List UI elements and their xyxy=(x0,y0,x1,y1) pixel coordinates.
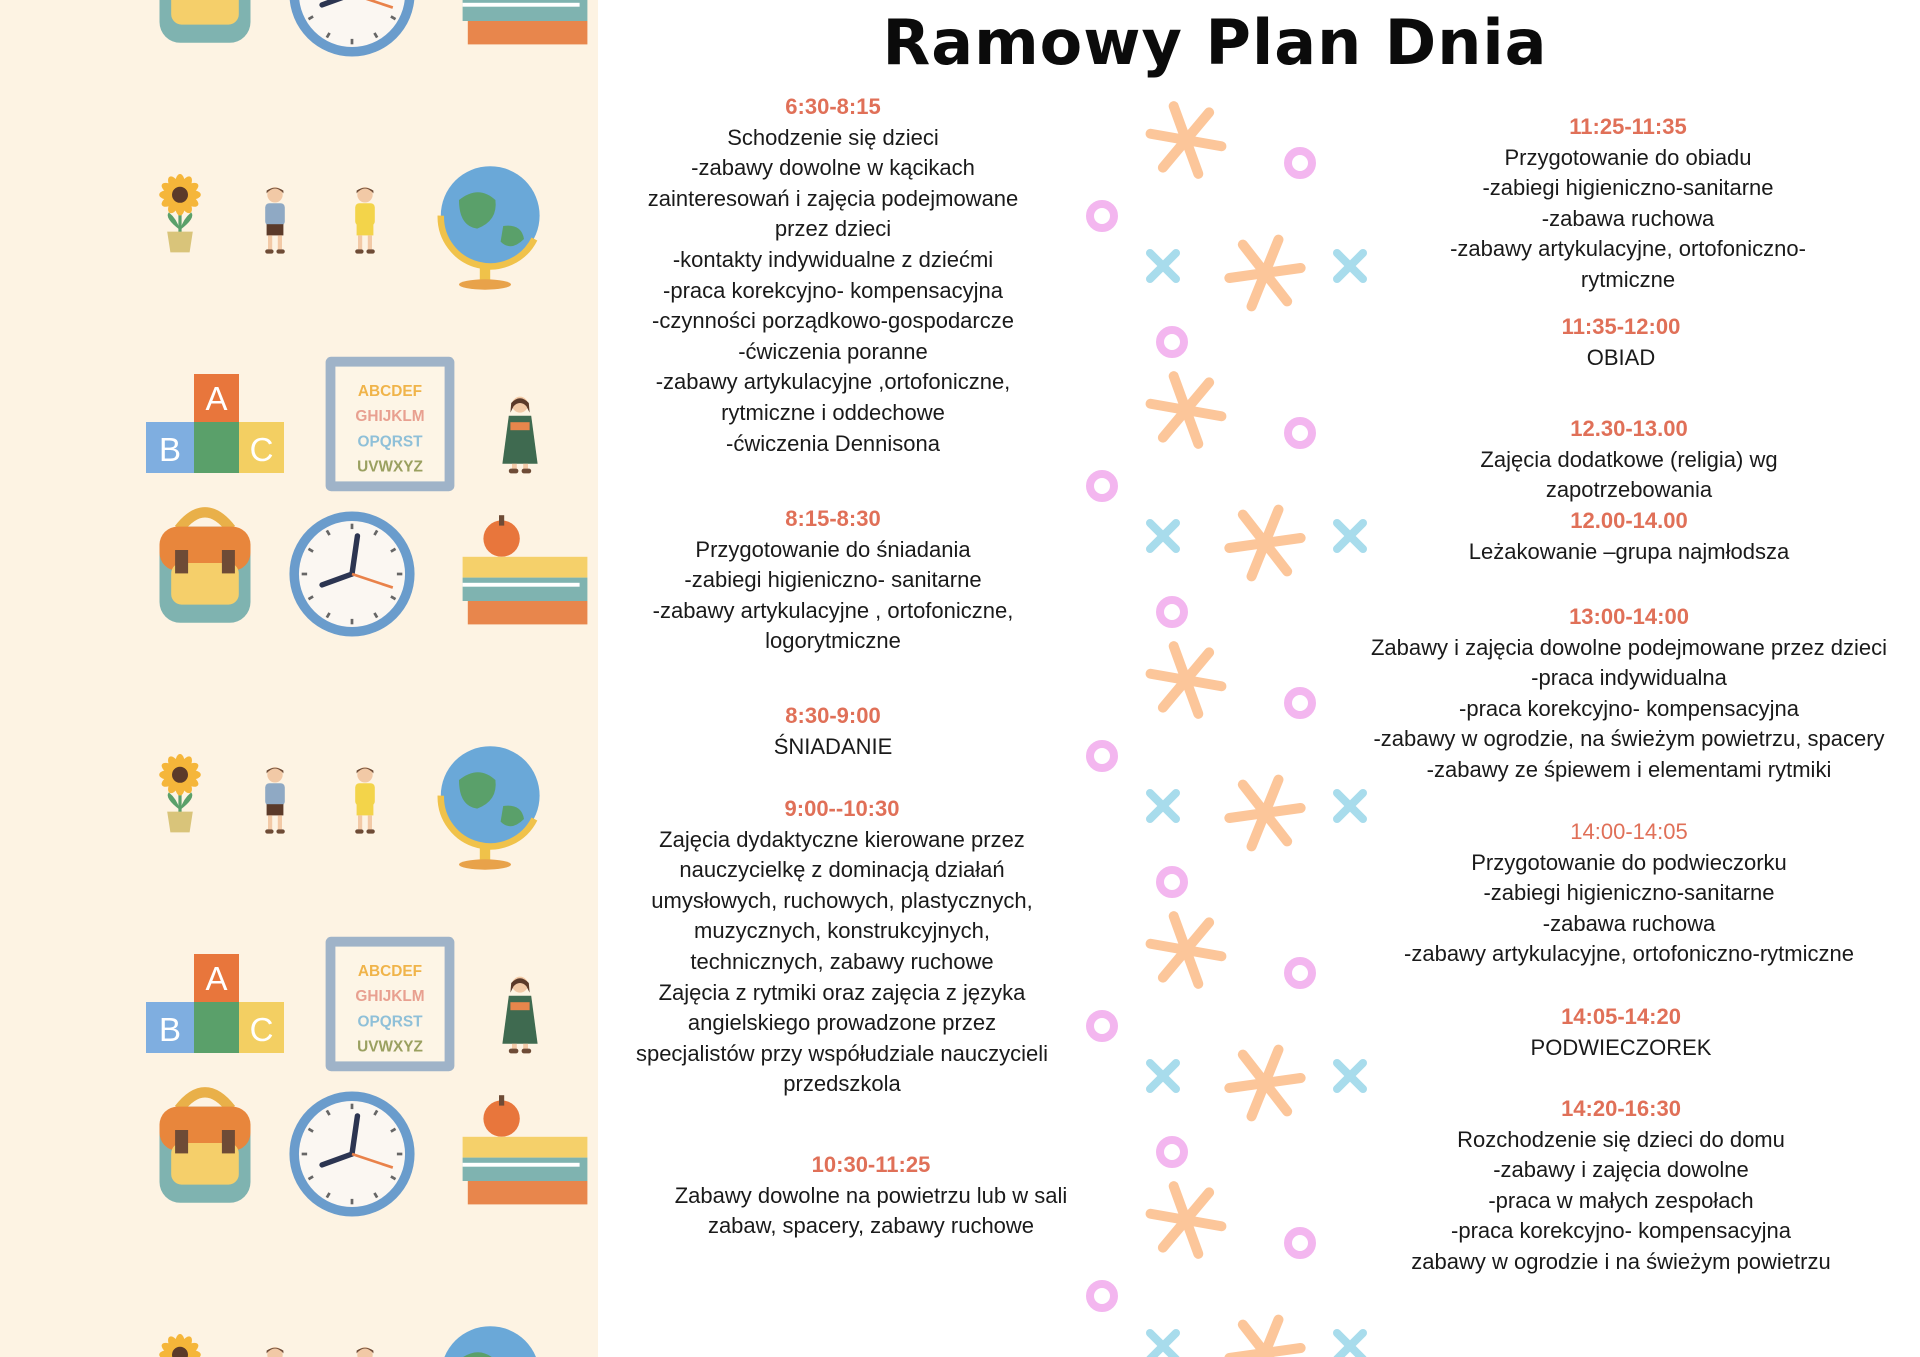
activity-line: -zabawa ruchowa xyxy=(1541,205,1715,231)
activity-line: -zabawy ze śpiewem i elementami rytmiki xyxy=(1426,756,1832,782)
svg-text:ABCDEF: ABCDEF xyxy=(357,383,423,400)
dot-icon xyxy=(1090,744,1114,768)
activity-line: ŚNIADANIE xyxy=(773,733,893,759)
asterisk-icon xyxy=(1225,1047,1305,1119)
cross-icon xyxy=(1150,793,1176,819)
dot-icon xyxy=(1160,870,1184,894)
activity-line: specjalistów przy współudziale nauczycieli xyxy=(635,1040,1049,1066)
activity-line: Leżakowanie –grupa najmłodsza xyxy=(1468,538,1790,564)
dot-icon xyxy=(1090,474,1114,498)
svg-text:UVWXYZ: UVWXYZ xyxy=(357,1038,423,1056)
activity-line: Przygotowanie do śniadania xyxy=(695,536,971,562)
sunflower-icon xyxy=(140,1294,220,1357)
activity-line: -zabawy artykulacyjne , ortofoniczne, xyxy=(652,597,1014,623)
books-apple-icon xyxy=(450,510,598,640)
svg-text:B: B xyxy=(158,431,182,468)
dot-icon xyxy=(1288,151,1312,175)
globe-icon xyxy=(420,1306,550,1357)
activity-line: -zabiegi higieniczno-sanitarne xyxy=(1482,175,1774,201)
svg-text:ABCDEF: ABCDEF xyxy=(357,963,423,980)
activity-line: logorytmiczne xyxy=(765,628,901,654)
asterisk-icon xyxy=(1225,1317,1305,1357)
activity-line: -zabawy w ogrodzie, na świeżym powietrzu, spacery xyxy=(1373,726,1885,752)
svg-text:A: A xyxy=(205,960,228,997)
girl-icon xyxy=(330,720,400,880)
activity-line: -czynności porządkowo-gospodarcze xyxy=(652,308,1014,334)
sunflower-icon xyxy=(140,134,220,294)
svg-text:A: A xyxy=(205,380,228,417)
schedule-block xyxy=(1562,312,1681,373)
activity-line: muzycznych, konstrukcyjnych, xyxy=(694,918,990,944)
alphabet-board-icon xyxy=(320,344,460,504)
activity-line: przedszkola xyxy=(783,1071,901,1097)
time-range: 11:35-12:00 xyxy=(1561,314,1681,339)
activity-line: przez dzieci xyxy=(774,216,892,242)
asterisk-icon xyxy=(1225,237,1305,309)
dot-icon xyxy=(1090,1014,1114,1038)
dot-icon xyxy=(1160,1140,1184,1164)
asterisk-icon xyxy=(1145,643,1227,717)
schedule-block xyxy=(636,794,1048,1100)
activity-line: rytmiczne xyxy=(1580,266,1676,292)
activity-line: Zabawy i zajęcia dowolne podejmowane przez dzieci xyxy=(1370,634,1888,660)
activity-line: -zabawy artykulacyjne, ortofoniczno-rytmiczne xyxy=(1404,941,1854,967)
svg-text:C: C xyxy=(249,431,274,468)
backpack-icon xyxy=(140,0,270,48)
svg-text:OPQRST: OPQRST xyxy=(357,1013,423,1031)
globe-icon xyxy=(420,726,550,886)
asterisk-icon xyxy=(1145,1183,1227,1257)
dot-icon xyxy=(1090,1284,1114,1308)
activity-line: -zabawy i zajęcia dowolne xyxy=(1493,1157,1749,1183)
activity-line: Rozchodzenie się dzieci do domu xyxy=(1457,1126,1785,1152)
time-range: 9:00--10:30 xyxy=(784,796,900,821)
activity-line: -zabawy dowolne w kącikach xyxy=(691,155,975,181)
activity-line: zapotrzebowania xyxy=(1545,477,1713,503)
cross-icon xyxy=(1150,253,1176,279)
boy-icon xyxy=(240,140,310,300)
time-range: 14:05-14:20 xyxy=(1561,1004,1681,1029)
activity-line: zainteresowań i zajęcia podejmowane xyxy=(647,185,1019,211)
cross-icon xyxy=(1337,1063,1363,1089)
schedule-block xyxy=(1480,414,1777,506)
books-apple-icon xyxy=(450,0,598,60)
activity-line: -zabawa ruchowa xyxy=(1542,910,1716,936)
schedule-block xyxy=(1469,506,1789,567)
dot-icon xyxy=(1160,330,1184,354)
activity-line: zabaw, spacery, zabawy ruchowe xyxy=(707,1213,1035,1239)
clock-icon xyxy=(284,506,420,642)
activity-line: PODWIECZOREK xyxy=(1530,1034,1712,1060)
books-apple-icon xyxy=(450,1090,598,1220)
activity-line: -zabiegi higieniczno- sanitarne xyxy=(684,567,982,593)
cross-icon xyxy=(1337,1333,1363,1357)
dot-icon xyxy=(1288,961,1312,985)
activity-line: Zabawy dowolne na powietrzu lub w sali xyxy=(674,1182,1068,1208)
asterisk-icon xyxy=(1145,373,1227,447)
activity-line: -praca korekcyjno- kompensacyjna xyxy=(1451,1218,1791,1244)
time-range: 8:30-9:00 xyxy=(785,703,881,728)
svg-text:C: C xyxy=(249,1011,274,1048)
alphabet-board-icon xyxy=(320,924,460,1084)
asterisk-icon xyxy=(1225,777,1305,849)
schedule-block xyxy=(774,701,893,762)
asterisk-icon xyxy=(1145,913,1227,987)
activity-line: Zajęcia z rytmiki oraz zajęcia z języka xyxy=(658,979,1026,1005)
activity-line: -zabiegi higieniczno-sanitarne xyxy=(1483,880,1775,906)
dot-icon xyxy=(1288,1231,1312,1255)
illustration-strip xyxy=(0,0,598,1357)
page-title: Ramowy Plan Dnia xyxy=(882,6,1548,79)
schedule-block xyxy=(1450,112,1806,296)
sunflower-icon xyxy=(140,714,220,874)
schedule-block xyxy=(1371,602,1887,786)
cross-icon xyxy=(1150,1333,1176,1357)
boy-icon xyxy=(240,1300,310,1357)
svg-text:GHIJKLM: GHIJKLM xyxy=(355,988,425,1006)
time-range: 12.00-14.00 xyxy=(1570,508,1688,533)
cross-icon xyxy=(1150,523,1176,549)
clock-icon xyxy=(284,1086,420,1222)
dot-icon xyxy=(1288,421,1312,445)
activity-line: -zabawy artykulacyjne ,ortofoniczne, xyxy=(655,369,1011,395)
schedule-block xyxy=(1411,1094,1830,1278)
schedule-block xyxy=(648,92,1019,459)
svg-text:B: B xyxy=(158,1011,182,1048)
time-range: 14:20-16:30 xyxy=(1561,1096,1681,1121)
time-range: 10:30-11:25 xyxy=(811,1152,931,1177)
teacher-icon xyxy=(480,930,560,1100)
svg-text:UVWXYZ: UVWXYZ xyxy=(357,458,423,476)
activity-line: -praca indywidualna xyxy=(1531,665,1727,691)
activity-line: Zajęcia dodatkowe (religia) wg xyxy=(1480,446,1778,472)
activity-line: -ćwiczenia Dennisona xyxy=(726,430,940,456)
activity-line: zabawy w ogrodzie i na świeżym powietrzu xyxy=(1411,1248,1831,1274)
time-range: 14:00-14:05 xyxy=(1570,819,1688,844)
abc-blocks-icon xyxy=(130,368,300,518)
schedule-block xyxy=(675,1150,1068,1242)
activity-line: -praca korekcyjno- kompensacyjna xyxy=(663,277,1003,303)
activity-line: Przygotowanie do obiadu xyxy=(1504,144,1752,170)
time-range: 11:25-11:35 xyxy=(1569,114,1687,139)
activity-line: Zajęcia dydaktyczne kierowane przez xyxy=(659,826,1025,852)
time-range: 12.30-13.00 xyxy=(1570,416,1688,441)
time-range: 8:15-8:30 xyxy=(785,506,881,531)
asterisk-icon xyxy=(1225,507,1305,579)
girl-icon xyxy=(330,140,400,300)
activity-line: Przygotowanie do podwieczorku xyxy=(1471,849,1787,875)
dot-icon xyxy=(1090,204,1114,228)
girl-icon xyxy=(330,1300,400,1357)
cross-icon xyxy=(1337,523,1363,549)
activity-line: technicznych, zabawy ruchowe xyxy=(690,948,994,974)
activity-line: nauczycielkę z dominacją działań xyxy=(679,857,1005,883)
svg-text:GHIJKLM: GHIJKLM xyxy=(355,408,425,426)
cross-icon xyxy=(1337,253,1363,279)
cross-icon xyxy=(1337,793,1363,819)
time-range: 13:00-14:00 xyxy=(1569,604,1689,629)
svg-text:OPQRST: OPQRST xyxy=(357,433,423,451)
schedule-block xyxy=(1531,1002,1712,1063)
time-range: 6:30-8:15 xyxy=(785,94,881,119)
decorative-stars xyxy=(1060,80,1400,1357)
schedule-block xyxy=(653,504,1014,657)
activity-line: -zabawy artykulacyjne, ortofoniczno- xyxy=(1450,236,1806,262)
activity-line: -praca w małych zespołach xyxy=(1488,1187,1754,1213)
asterisk-icon xyxy=(1145,103,1227,177)
boy-icon xyxy=(240,720,310,880)
abc-blocks-icon xyxy=(130,948,300,1098)
activity-line: angielskiego prowadzone przez xyxy=(687,1010,997,1036)
activity-line: rytmiczne i oddechowe xyxy=(721,399,945,425)
schedule-block xyxy=(1404,817,1854,970)
dot-icon xyxy=(1160,600,1184,624)
activity-line: umysłowych, ruchowych, plastycznych, xyxy=(651,887,1033,913)
activity-line: -kontakty indywidualne z dziećmi xyxy=(672,246,994,272)
activity-line: -ćwiczenia poranne xyxy=(738,338,928,364)
dot-icon xyxy=(1288,691,1312,715)
activity-line: OBIAD xyxy=(1586,344,1656,370)
teacher-icon xyxy=(480,350,560,520)
activity-line: -praca korekcyjno- kompensacyjna xyxy=(1459,695,1799,721)
globe-icon xyxy=(420,146,550,306)
activity-line: Schodzenie się dzieci xyxy=(727,124,939,150)
cross-icon xyxy=(1150,1063,1176,1089)
clock-icon xyxy=(284,0,420,62)
